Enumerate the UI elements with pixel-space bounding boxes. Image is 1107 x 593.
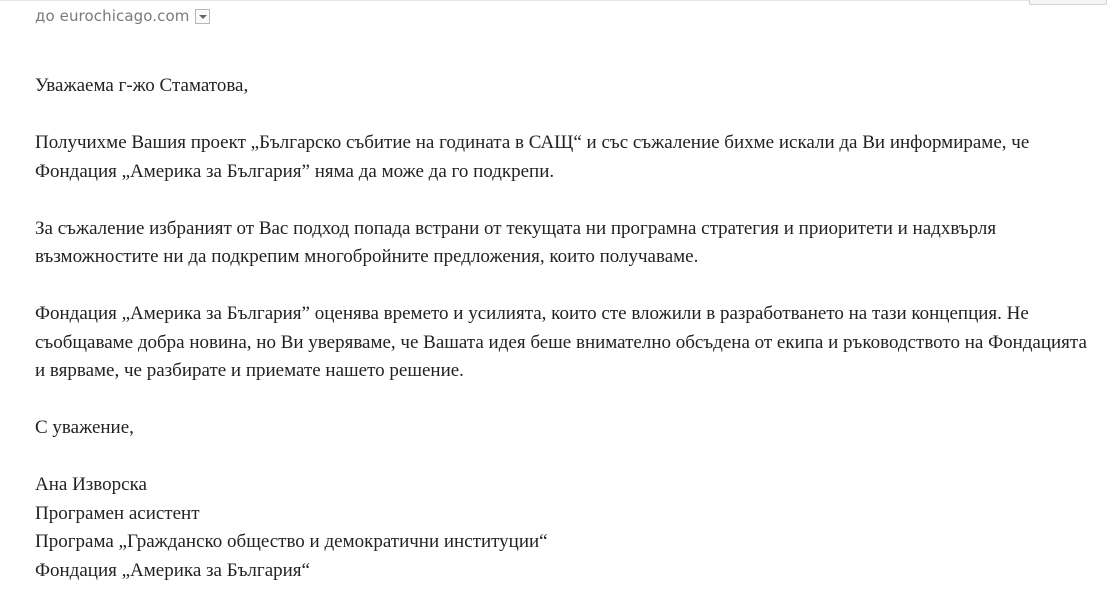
recipient-text: до eurochicago.com xyxy=(35,7,190,25)
closing: С уважение, xyxy=(35,417,134,438)
message-body xyxy=(35,72,1095,585)
paragraph-3: Фондация „Америка за България” оценява времето и усилията, които сте вложили в разработването на тази концепция. Не съобщаваме добра новина, но Ви уверяваме, че Вашата идея беше внимателно обсъдена от екипа и ръководството на Фондацията и вярваме, че разбирате и приемате нашето решение. xyxy=(35,303,1087,381)
recipient-line xyxy=(35,5,210,27)
top-divider xyxy=(0,0,1107,1)
chevron-down-icon xyxy=(199,15,207,19)
signature-name: Ана Изворска xyxy=(35,474,147,495)
paragraph-1: Получихме Вашия проект „Българско събитие на годината в САЩ“ и със съжаление бихме искали да Ви информираме, че Фондация „Америка за България” няма да може да го подкрепи. xyxy=(35,132,1030,182)
signature-organization: Фондация „Америка за България“ xyxy=(35,559,310,581)
signature-title: Програмен асистент xyxy=(35,502,200,524)
paragraph-2: За съжаление избраният от Вас подход попада встрани от текущата ни програмна стратегия и приоритети и надхвърля възможностите ни да подкрепим многобройните предложения, които получаваме. xyxy=(35,217,997,267)
greeting: Уважаема г-жо Стаматова, xyxy=(35,75,249,96)
signature-program: Програма „Гражданско общество и демократични институции“ xyxy=(35,531,548,552)
recipient-details-toggle[interactable] xyxy=(195,9,210,24)
top-right-button[interactable] xyxy=(1029,0,1107,5)
